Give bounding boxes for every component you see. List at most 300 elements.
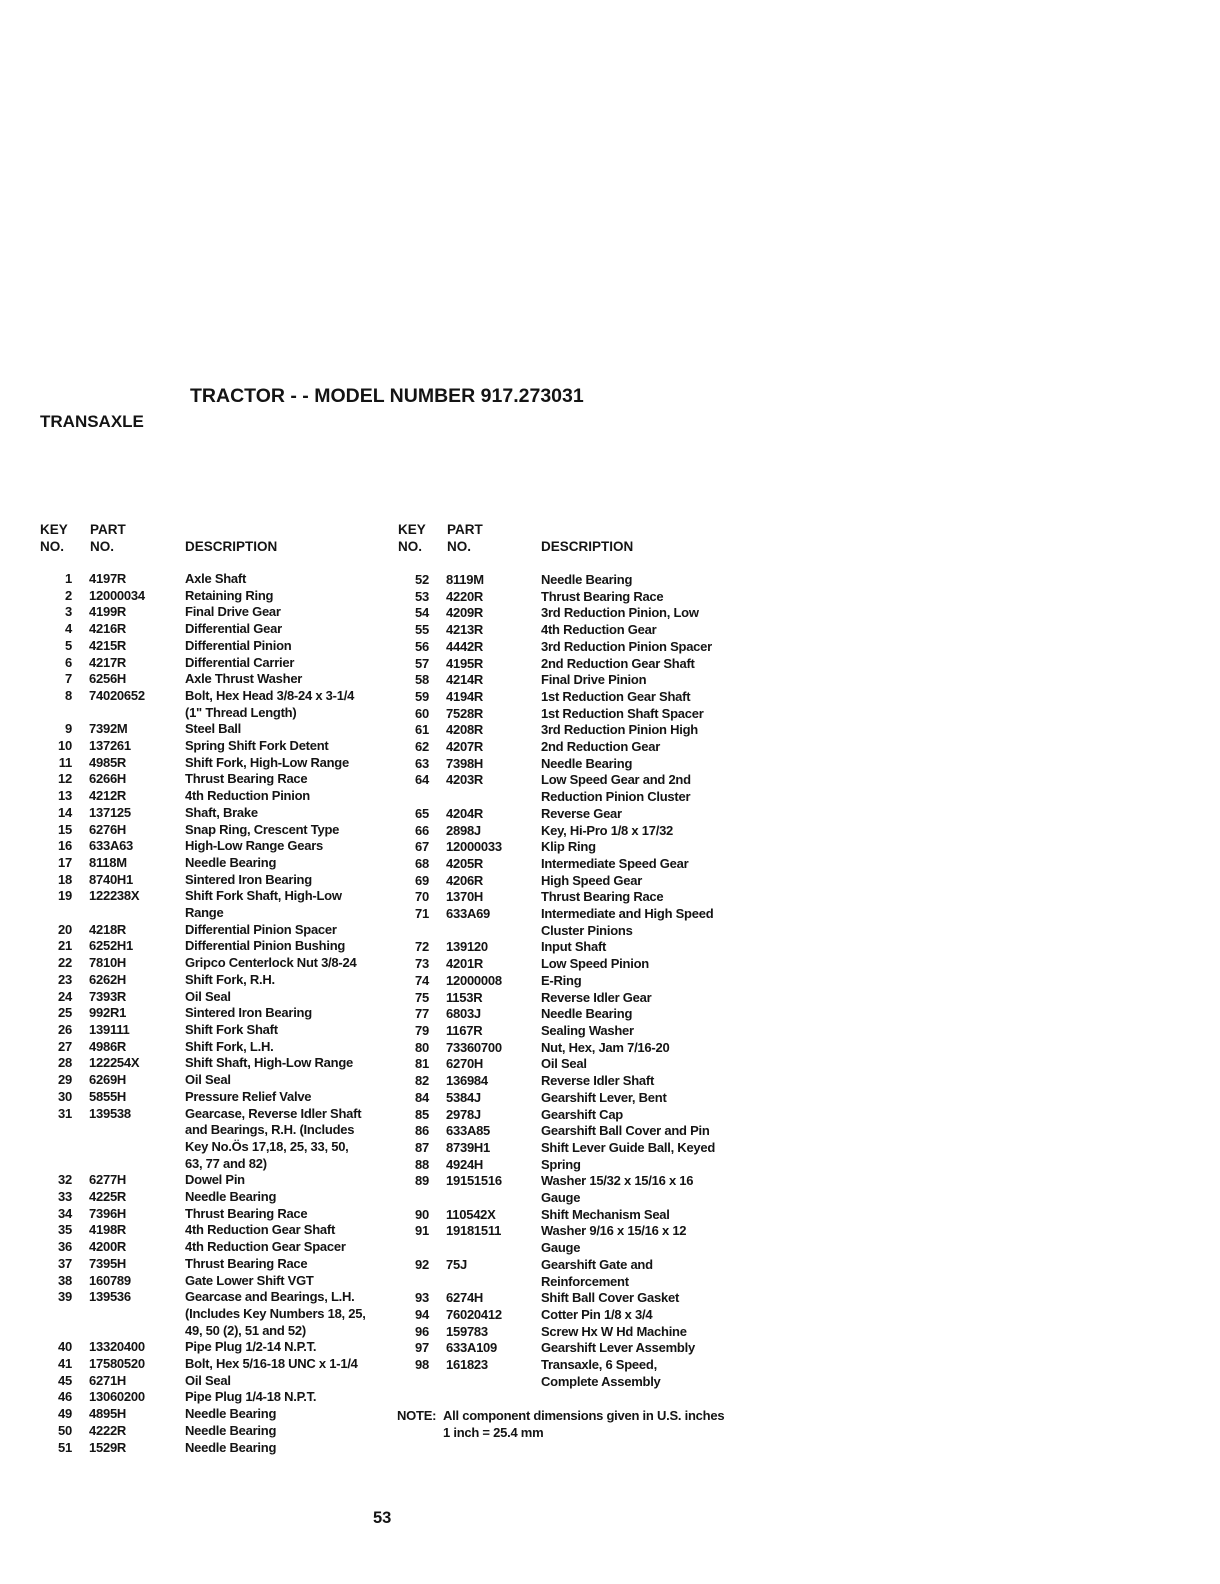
key-number: 13 — [58, 788, 72, 804]
part-number: 7393R — [89, 988, 127, 1004]
key-number: 37 — [58, 1255, 72, 1271]
key-number: 10 — [58, 738, 72, 754]
part-description — [541, 856, 688, 873]
parts-row — [397, 1357, 715, 1390]
part-number: 633A63 — [89, 838, 134, 854]
part-number: 5384J — [446, 1089, 481, 1105]
part-description — [541, 672, 646, 689]
part-description — [185, 788, 310, 805]
part-number: 4924H — [446, 1156, 484, 1172]
part-description — [541, 1073, 654, 1090]
parts-row — [397, 1223, 715, 1256]
part-description — [185, 1022, 278, 1039]
part-number: 7392M — [89, 721, 128, 737]
key-number: 93 — [415, 1290, 429, 1306]
description-line: 3rd Reduction Pinion Spacer — [541, 638, 712, 654]
key-number: 41 — [58, 1356, 72, 1372]
part-number: 7810H — [89, 955, 127, 971]
part-description — [541, 1307, 652, 1324]
header-line: PART — [447, 521, 483, 537]
parts-row — [397, 856, 715, 873]
part-description — [541, 772, 691, 805]
description-line: Steel Ball — [185, 721, 242, 737]
header-line: DESCRIPTION — [185, 538, 278, 554]
page-title: TRACTOR - - MODEL NUMBER 917.273031 — [190, 385, 584, 407]
description-line: Differential Pinion Spacer — [185, 921, 337, 937]
description-line: Complete Assembly — [541, 1373, 661, 1389]
key-number: 8 — [65, 687, 72, 703]
part-number: 1153R — [446, 989, 483, 1005]
part-description — [541, 756, 632, 773]
part-number: 74020652 — [89, 687, 145, 703]
description-line: Needle Bearing — [185, 1406, 277, 1422]
description-header — [185, 538, 277, 555]
description-line: Spring Shift Fork Detent — [185, 738, 329, 754]
key-number: 25 — [58, 1005, 72, 1021]
part-number: 5855H — [89, 1088, 127, 1104]
description-line: Shift Fork, High-Low Range — [185, 754, 349, 770]
parts-row — [397, 889, 715, 906]
parts-row — [40, 1039, 366, 1056]
part-description — [185, 1089, 311, 1106]
part-number: 122254X — [89, 1055, 140, 1071]
parts-row — [40, 989, 366, 1006]
description-line: Gripco Centerlock Nut 3/8-24 — [185, 955, 357, 971]
description-line: Gearshift Ball Cover and Pin — [541, 1123, 710, 1139]
part-number: 73360700 — [446, 1039, 502, 1055]
description-line: Bolt, Hex Head 3/8-24 x 3-1/4 — [185, 687, 355, 703]
parts-row — [397, 906, 715, 939]
header-line: KEY — [398, 521, 426, 537]
key-number: 54 — [415, 605, 429, 621]
part-number: 4197R — [89, 571, 127, 586]
key-number: 85 — [415, 1106, 429, 1122]
part-number: 6266H — [89, 771, 127, 787]
key-number: 22 — [58, 955, 72, 971]
page-number: 53 — [373, 1509, 392, 1527]
key-number: 88 — [415, 1156, 429, 1172]
part-description — [541, 722, 698, 739]
key-number: 14 — [58, 804, 72, 820]
key-number: 63 — [415, 755, 429, 771]
part-description — [541, 1173, 693, 1206]
description-line: Spring — [541, 1156, 581, 1172]
description-line: Reinforcement — [541, 1273, 629, 1289]
description-line: Shift Ball Cover Gasket — [541, 1290, 680, 1306]
key-number: 27 — [58, 1038, 72, 1054]
parts-row — [397, 873, 715, 890]
part-number: 2898J — [446, 822, 481, 838]
part-number: 633A69 — [446, 906, 491, 922]
key-number: 87 — [415, 1139, 429, 1155]
description-line: Transaxle, 6 Speed, — [541, 1357, 657, 1373]
key-number: 64 — [415, 772, 429, 788]
part-number: 8118M — [89, 854, 127, 870]
key-number: 80 — [415, 1039, 429, 1055]
description-line: Shift Shaft, High-Low Range — [185, 1055, 354, 1071]
parts-row — [40, 888, 366, 921]
key-number: 33 — [58, 1189, 72, 1205]
part-number: 8119M — [446, 572, 484, 587]
parts-row — [40, 604, 366, 621]
key-number: 16 — [58, 838, 72, 854]
part-number: 633A85 — [446, 1123, 491, 1139]
part-description — [541, 1006, 632, 1023]
part-number: 4216R — [89, 621, 127, 637]
part-number: 4201R — [446, 956, 484, 972]
part-number: 4217R — [89, 654, 127, 670]
key-number: 82 — [415, 1073, 429, 1089]
parts-row — [397, 756, 715, 773]
part-number: 139538 — [89, 1105, 131, 1121]
parts-row — [40, 1222, 366, 1239]
part-number: 1370H — [446, 889, 484, 905]
part-description — [185, 671, 302, 688]
key-number: 81 — [415, 1056, 429, 1072]
part-number: 4215R — [89, 637, 127, 653]
part-number: 4203R — [446, 772, 484, 788]
key-number: 62 — [415, 739, 429, 755]
part-description — [541, 1324, 687, 1341]
parts-row — [40, 1273, 366, 1290]
part-number: 139536 — [89, 1289, 131, 1305]
description-line: Reverse Idler Gear — [541, 989, 652, 1005]
key-no-header — [398, 521, 426, 555]
description-line: E-Ring — [541, 972, 582, 988]
description-line: Gearcase, Reverse Idler Shaft — [185, 1105, 362, 1121]
part-number: 4204R — [446, 805, 484, 821]
description-line: and Bearings, R.H. (Includes — [185, 1122, 355, 1138]
part-number: 160789 — [89, 1272, 131, 1288]
parts-row — [40, 1256, 366, 1273]
part-description — [185, 1172, 245, 1189]
part-number: 992R1 — [89, 1005, 127, 1021]
key-number: 67 — [415, 839, 429, 855]
parts-row — [40, 872, 366, 889]
parts-row — [40, 621, 366, 638]
key-number: 53 — [415, 588, 429, 604]
parts-row — [397, 689, 715, 706]
parts-row — [40, 922, 366, 939]
header-line: PART — [90, 521, 126, 537]
key-number: 60 — [415, 705, 429, 721]
parts-row — [397, 1056, 715, 1073]
part-description — [541, 889, 663, 906]
description-line: 4th Reduction Pinion — [185, 788, 310, 804]
description-line: Needle Bearing — [541, 1006, 633, 1022]
description-line: 3rd Reduction Pinion High — [541, 722, 698, 738]
part-description — [185, 1356, 358, 1373]
key-number: 26 — [58, 1021, 72, 1037]
part-number: 4225R — [89, 1189, 127, 1205]
description-line: Range — [185, 905, 224, 921]
description-line: Pipe Plug 1/2-14 N.P.T. — [185, 1339, 317, 1355]
parts-row — [397, 1107, 715, 1124]
part-description — [185, 955, 356, 972]
part-number: 12000033 — [446, 839, 502, 855]
part-description — [541, 1207, 670, 1224]
part-description — [541, 1223, 686, 1256]
parts-row — [397, 1157, 715, 1174]
parts-row — [40, 1005, 366, 1022]
parts-row — [397, 823, 715, 840]
part-number: 17580520 — [89, 1356, 145, 1372]
part-description — [541, 572, 632, 589]
parts-row — [397, 1257, 715, 1290]
part-number: 6262H — [89, 971, 127, 987]
part-description — [541, 1340, 695, 1357]
parts-row — [397, 1173, 715, 1206]
key-number: 32 — [58, 1172, 72, 1188]
description-line: Gearshift Cap — [541, 1106, 623, 1122]
key-number: 50 — [58, 1422, 72, 1438]
part-number: 4213R — [446, 622, 484, 638]
part-description — [541, 973, 581, 990]
part-description — [185, 1339, 316, 1356]
description-line: Nut, Hex, Jam 7/16-20 — [541, 1039, 670, 1055]
parts-row — [397, 589, 715, 606]
part-description — [541, 1023, 634, 1040]
part-number: 7395H — [89, 1255, 127, 1271]
part-description — [185, 1273, 314, 1290]
parts-row — [397, 956, 715, 973]
key-number: 15 — [58, 821, 72, 837]
description-line: Shaft, Brake — [185, 804, 258, 820]
description-line: Differential Gear — [185, 621, 282, 637]
part-description — [185, 1239, 346, 1256]
note-line: 1 inch = 25.4 mm — [443, 1424, 544, 1440]
description-line: Gate Lower Shift VGT — [185, 1272, 314, 1288]
key-number: 94 — [415, 1306, 429, 1322]
part-number: 139120 — [446, 939, 488, 955]
parts-row — [397, 639, 715, 656]
description-line: Gearcase and Bearings, L.H. — [185, 1289, 355, 1305]
part-description — [185, 1222, 335, 1239]
part-number: 4214R — [446, 672, 484, 688]
parts-row — [397, 1207, 715, 1224]
part-number: 139111 — [89, 1021, 130, 1037]
parts-row — [397, 622, 715, 639]
parts-row — [397, 1140, 715, 1157]
part-no-header — [447, 521, 483, 555]
part-description — [185, 638, 291, 655]
description-line: Gearshift Lever Assembly — [541, 1340, 695, 1356]
description-line: Washer 9/16 x 15/16 x 12 — [541, 1223, 687, 1239]
part-number: 136984 — [446, 1073, 488, 1089]
part-number: 161823 — [446, 1357, 488, 1373]
key-number: 73 — [415, 956, 429, 972]
parts-row — [397, 990, 715, 1007]
description-line: Oil Seal — [185, 988, 231, 1004]
part-description — [541, 806, 622, 823]
parts-row — [397, 973, 715, 990]
header-line: NO. — [398, 538, 423, 554]
key-number: 75 — [415, 989, 429, 1005]
part-description — [541, 656, 695, 673]
description-line: 4th Reduction Gear Spacer — [185, 1239, 346, 1255]
key-number: 66 — [415, 822, 429, 838]
description-line: Needle Bearing — [541, 572, 633, 587]
part-description — [541, 605, 699, 622]
part-description — [541, 873, 642, 890]
key-number: 2 — [65, 587, 72, 603]
part-number: 8740H1 — [89, 871, 134, 887]
part-description — [185, 655, 294, 672]
parts-row — [40, 1239, 366, 1256]
description-line: 2nd Reduction Gear Shaft — [541, 655, 695, 671]
parts-row — [40, 738, 366, 755]
part-number: 4986R — [89, 1038, 127, 1054]
part-number: 122238X — [89, 888, 140, 904]
description-line: Thrust Bearing Race — [185, 771, 308, 787]
note-label: NOTE: — [397, 1408, 437, 1423]
description-line: Intermediate Speed Gear — [541, 855, 689, 871]
key-number: 55 — [415, 622, 429, 638]
description-line: Low Speed Pinion — [541, 956, 649, 972]
part-description — [185, 1440, 276, 1457]
parts-row — [40, 1189, 366, 1206]
description-line: Klip Ring — [541, 839, 596, 855]
parts-row — [40, 771, 366, 788]
key-number: 21 — [58, 938, 72, 954]
parts-row — [40, 638, 366, 655]
key-number: 74 — [415, 972, 429, 988]
part-number: 8739H1 — [446, 1139, 491, 1155]
parts-row — [397, 605, 715, 622]
parts-row — [40, 671, 366, 688]
part-description — [541, 1107, 623, 1124]
description-line: 1st Reduction Gear Shaft — [541, 688, 691, 704]
part-description — [541, 956, 649, 973]
part-description — [185, 755, 349, 772]
part-description — [185, 1055, 353, 1072]
description-header — [541, 538, 633, 555]
part-number: 137261 — [89, 738, 131, 754]
part-number: 6252H1 — [89, 938, 134, 954]
key-number: 1 — [65, 571, 72, 586]
part-number: 4195R — [446, 655, 484, 671]
parts-row — [40, 822, 366, 839]
description-line: Washer 15/32 x 15/16 x 16 — [541, 1173, 694, 1189]
parts-row — [397, 1307, 715, 1324]
parts-row — [40, 1055, 366, 1072]
part-number: 6269H — [89, 1072, 127, 1088]
key-number: 4 — [65, 621, 72, 637]
description-line: Shift Lever Guide Ball, Keyed — [541, 1139, 716, 1155]
key-number: 30 — [58, 1088, 72, 1104]
part-number: 4222R — [89, 1422, 127, 1438]
description-line: 4th Reduction Gear Shaft — [185, 1222, 336, 1238]
part-number: 19151516 — [446, 1173, 502, 1189]
key-number: 65 — [415, 805, 429, 821]
parts-row — [397, 1324, 715, 1341]
description-line: Shift Fork, R.H. — [185, 971, 275, 987]
part-description — [541, 706, 704, 723]
description-line: High Speed Gear — [541, 872, 642, 888]
description-line: Thrust Bearing Race — [185, 1255, 308, 1271]
part-number: 76020412 — [446, 1306, 502, 1322]
part-number: 2978J — [446, 1106, 481, 1122]
parts-row — [397, 672, 715, 689]
key-number: 12 — [58, 771, 72, 787]
parts-row — [40, 838, 366, 855]
parts-row — [397, 739, 715, 756]
part-description — [541, 939, 606, 956]
part-description — [185, 1072, 231, 1089]
parts-row — [40, 588, 366, 605]
part-number: 4199R — [89, 604, 127, 620]
description-line: (1" Thread Length) — [185, 704, 297, 720]
part-number: 6271H — [89, 1372, 127, 1388]
parts-list-right — [397, 572, 715, 1390]
key-number: 31 — [58, 1105, 72, 1121]
part-description — [185, 1289, 366, 1339]
part-description — [541, 689, 690, 706]
part-description — [541, 639, 712, 656]
key-number: 96 — [415, 1323, 429, 1339]
header-line: NO. — [90, 538, 115, 554]
parts-row — [40, 855, 366, 872]
description-line: Gearshift Lever, Bent — [541, 1089, 667, 1105]
key-number: 90 — [415, 1206, 429, 1222]
header-line: NO. — [447, 538, 472, 554]
parts-row — [40, 1289, 366, 1339]
part-number: 6270H — [446, 1056, 484, 1072]
parts-row — [40, 571, 366, 588]
parts-row — [40, 1089, 366, 1106]
description-line: Intermediate and High Speed — [541, 906, 714, 922]
description-line: Bolt, Hex 5/16-18 UNC x 1-1/4 — [185, 1356, 358, 1372]
description-line: Axle Shaft — [185, 571, 247, 586]
part-description — [541, 589, 663, 606]
description-line: Pressure Relief Valve — [185, 1088, 312, 1104]
parts-row — [397, 1040, 715, 1057]
parts-row — [40, 755, 366, 772]
parts-row — [397, 939, 715, 956]
part-description — [185, 688, 354, 721]
description-line: Cluster Pinions — [541, 922, 633, 938]
part-description — [185, 872, 312, 889]
description-line: Key, Hi-Pro 1/8 x 17/32 — [541, 822, 674, 838]
part-description — [185, 805, 258, 822]
description-line: Needle Bearing — [185, 1439, 277, 1455]
parts-row — [397, 806, 715, 823]
description-line: 49, 50 (2), 51 and 52) — [185, 1322, 306, 1338]
part-description — [541, 823, 673, 840]
description-line: Oil Seal — [541, 1056, 587, 1072]
key-number: 11 — [58, 754, 72, 770]
part-number: 6274H — [446, 1290, 484, 1306]
description-line: 4th Reduction Gear — [541, 622, 657, 638]
key-number: 89 — [415, 1173, 429, 1189]
part-number: 4207R — [446, 739, 484, 755]
key-no-header — [40, 521, 68, 555]
part-number: 110542X — [446, 1206, 496, 1222]
part-description — [185, 588, 273, 605]
part-description — [185, 1423, 276, 1440]
part-number: 4194R — [446, 688, 484, 704]
key-number: 59 — [415, 688, 429, 704]
key-number: 46 — [58, 1389, 72, 1405]
part-description — [541, 1157, 581, 1174]
description-line: Shift Fork Shaft — [185, 1021, 278, 1037]
part-description — [185, 738, 329, 755]
section-title: TRANSAXLE — [40, 412, 144, 431]
key-number: 61 — [415, 722, 429, 738]
part-number: 633A109 — [446, 1340, 498, 1356]
part-description — [541, 1290, 679, 1307]
part-number: 4442R — [446, 638, 484, 654]
